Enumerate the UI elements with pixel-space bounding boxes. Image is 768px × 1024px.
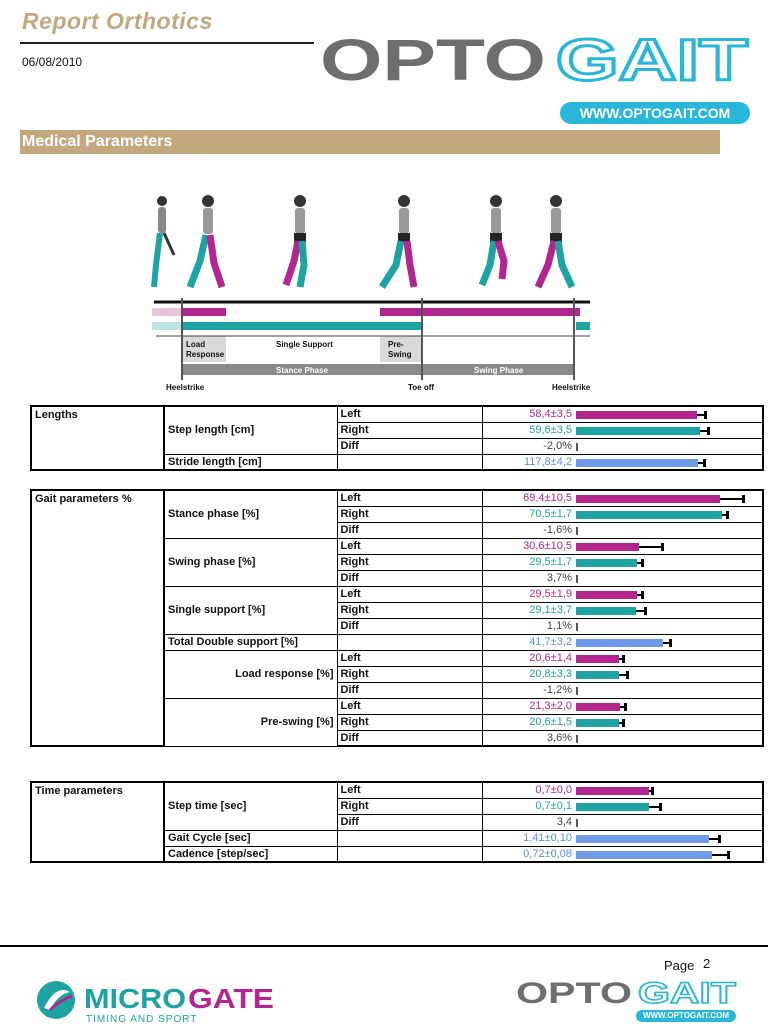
diff-bar-mark xyxy=(576,687,578,695)
side-right-label: Right xyxy=(337,798,482,814)
swing-right-value: 29,5±1,7 xyxy=(482,554,576,570)
diff-bar-mark xyxy=(576,443,578,451)
website-url-badge[interactable]: WWW.OPTOGAIT.COM xyxy=(560,102,750,124)
step-length-left-bar xyxy=(576,406,763,422)
pre-swing-right-value: 20,6±1,5 xyxy=(482,714,576,730)
swing-right-bar xyxy=(576,554,763,570)
error-cap xyxy=(661,543,664,551)
optogait-logo-gait: GAIT xyxy=(556,34,748,86)
side-left-label: Left xyxy=(337,782,482,798)
footer-website-url[interactable]: WWW.OPTOGAIT.COM xyxy=(636,1010,736,1022)
error-cap xyxy=(727,851,730,859)
load-response-right-value: 20,8±3,3 xyxy=(482,666,576,682)
title-divider xyxy=(20,42,314,44)
error-whisker xyxy=(709,838,718,840)
total-double-support-bar xyxy=(576,634,763,650)
step-time-right-bar xyxy=(576,798,763,814)
pre-swing-diff-value: 3,6% xyxy=(482,730,576,746)
load-response-left-bar xyxy=(576,650,763,666)
gait-cycle-diagram xyxy=(150,190,595,395)
optogait-footer-opto: OPTO xyxy=(516,978,632,1006)
diff-bar-mark xyxy=(576,527,578,535)
lengths-table xyxy=(30,405,764,471)
blue-bar-mark xyxy=(576,851,712,859)
time-parameters-title: Time parameters xyxy=(31,782,164,862)
side-diff-label: Diff xyxy=(337,438,482,454)
footer-divider xyxy=(0,945,768,947)
time-parameters-table xyxy=(30,781,764,863)
page-label: Page xyxy=(664,958,695,973)
blue-bar-mark xyxy=(576,459,698,467)
report-title: Report Orthotics xyxy=(22,8,213,34)
walking-figures-illustration xyxy=(154,195,572,287)
optogait-logo xyxy=(320,34,752,86)
step-time-left-value: 0,7±0,0 xyxy=(482,782,576,798)
cadence-label: Cadence [step/sec] xyxy=(164,846,337,862)
stance-left-value: 69,4±10,5 xyxy=(482,490,576,506)
gait-parameters-title: Gait parameters % xyxy=(31,490,164,746)
side-left-label: Left xyxy=(337,490,482,506)
gait-parameters-table xyxy=(30,489,764,747)
side-diff-label: Diff xyxy=(337,730,482,746)
pre-swing-diff-bar xyxy=(576,730,763,746)
blue-bar-mark xyxy=(576,835,709,843)
step-length-diff-bar xyxy=(576,438,763,454)
heelstrike-end-label: Heelstrike xyxy=(552,383,591,392)
right-bar-mark xyxy=(576,803,649,811)
step-length-diff-value: -2,0% xyxy=(482,438,576,454)
error-cap xyxy=(624,703,627,711)
stride-length-value: 117,8±4,2 xyxy=(482,454,576,470)
microgate-logo-micro: MICRO xyxy=(84,983,186,1014)
side-right-label: Right xyxy=(337,602,482,618)
gait-cycle-value: 1,41±0,10 xyxy=(482,830,576,846)
side-right-label: Right xyxy=(337,506,482,522)
error-whisker xyxy=(649,806,659,808)
gait-cycle-empty xyxy=(337,830,482,846)
left-bar-mark xyxy=(576,703,620,711)
left-bar-mark xyxy=(576,411,697,419)
pre-swing-label-1: Pre- xyxy=(388,340,404,349)
stance-diff-value: -1,6% xyxy=(482,522,576,538)
pre-swing-right-bar xyxy=(576,714,763,730)
side-left-label: Left xyxy=(337,538,482,554)
stride-length-bar xyxy=(576,454,763,470)
cadence-empty xyxy=(337,846,482,862)
step-length-left-value: 58,4±3,5 xyxy=(482,406,576,422)
error-cap xyxy=(626,671,629,679)
stance-phase-label: Stance Phase xyxy=(276,366,329,375)
load-response-diff-bar xyxy=(576,682,763,698)
total-double-support-label: Total Double support [%] xyxy=(164,634,337,650)
step-time-diff-value: 3,4 xyxy=(482,814,576,830)
step-length-label: Step length [cm] xyxy=(164,406,337,454)
left-bar-mark xyxy=(576,787,649,795)
diff-bar-mark xyxy=(576,623,578,631)
swing-left-value: 30,6±10,5 xyxy=(482,538,576,554)
toe-off-label: Toe off xyxy=(408,383,435,392)
section-title: Medical Parameters xyxy=(22,133,173,150)
error-whisker xyxy=(720,498,742,500)
right-bar-mark xyxy=(576,671,619,679)
right-bar-mark xyxy=(576,427,700,435)
error-cap xyxy=(641,591,644,599)
side-diff-label: Diff xyxy=(337,682,482,698)
left-bar-mark xyxy=(576,591,637,599)
error-whisker xyxy=(639,546,661,548)
error-cap xyxy=(704,411,707,419)
right-bar-mark xyxy=(576,719,619,727)
side-diff-label: Diff xyxy=(337,618,482,634)
swing-diff-bar xyxy=(576,570,763,586)
stance-right-bar xyxy=(576,506,763,522)
pre-swing-label: Pre-swing [%] xyxy=(164,698,337,746)
cadence-value: 0,72±0,08 xyxy=(482,846,576,862)
left-foot-contact-bar xyxy=(182,308,226,316)
microgate-logo-gate: GATE xyxy=(188,983,274,1014)
stance-right-value: 70,5±1,7 xyxy=(482,506,576,522)
report-date: 06/08/2010 xyxy=(22,55,83,69)
optogait-footer-gait: GAIT xyxy=(638,978,736,1006)
error-whisker xyxy=(636,610,644,612)
load-response-right-bar xyxy=(576,666,763,682)
error-whisker xyxy=(663,642,670,644)
pre-swing-left-value: 21,3±2,0 xyxy=(482,698,576,714)
left-bar-mark xyxy=(576,543,639,551)
side-right-label: Right xyxy=(337,554,482,570)
side-right-label: Right xyxy=(337,714,482,730)
step-time-label: Step time [sec] xyxy=(164,782,337,830)
side-diff-label: Diff xyxy=(337,570,482,586)
optogait-logo-opto: OPTO xyxy=(320,34,546,86)
stance-diff-bar xyxy=(576,522,763,538)
error-whisker xyxy=(697,414,704,416)
total-double-support-value: 41,7±3,2 xyxy=(482,634,576,650)
diff-bar-mark xyxy=(576,735,578,743)
error-cap xyxy=(651,787,654,795)
single-support-diff-bar xyxy=(576,618,763,634)
right-bar-mark xyxy=(576,559,637,567)
heelstrike-start-label: Heelstrike xyxy=(166,383,205,392)
single-support-left-bar xyxy=(576,586,763,602)
right-bar-mark xyxy=(576,607,636,615)
microgate-logo xyxy=(36,978,286,1024)
side-left-label: Left xyxy=(337,698,482,714)
step-time-left-bar xyxy=(576,782,763,798)
load-response-diff-value: -1,2% xyxy=(482,682,576,698)
swing-diff-value: 3,7% xyxy=(482,570,576,586)
side-left-label: Left xyxy=(337,650,482,666)
single-support-label: Single Support xyxy=(276,340,333,349)
diff-bar-mark xyxy=(576,819,578,827)
left-foot-contact-bar-2 xyxy=(380,308,580,316)
right-foot-contact-bar xyxy=(182,322,422,330)
step-time-diff-bar xyxy=(576,814,763,830)
error-whisker xyxy=(700,430,707,432)
single-support-diff-value: 1,1% xyxy=(482,618,576,634)
error-whisker xyxy=(712,854,727,856)
single-support-left-value: 29,5±1,9 xyxy=(482,586,576,602)
side-left-label: Left xyxy=(337,586,482,602)
load-response-label-1: Load xyxy=(186,340,206,349)
side-right-label: Right xyxy=(337,666,482,682)
step-time-right-value: 0,7±0,1 xyxy=(482,798,576,814)
swing-left-bar xyxy=(576,538,763,554)
error-cap xyxy=(707,427,710,435)
error-cap xyxy=(718,835,721,843)
gait-cycle-bar xyxy=(576,830,763,846)
side-diff-label: Diff xyxy=(337,814,482,830)
stance-phase-label: Stance phase [%] xyxy=(164,490,337,538)
swing-phase-label: Swing phase [%] xyxy=(164,538,337,586)
lengths-title: Lengths xyxy=(31,406,164,470)
stride-length-empty xyxy=(337,454,482,470)
right-bar-mark xyxy=(576,511,722,519)
error-cap xyxy=(726,511,729,519)
load-response-left-value: 20,6±1,4 xyxy=(482,650,576,666)
swing-phase-label: Swing Phase xyxy=(474,366,524,375)
error-cap xyxy=(703,459,706,467)
error-cap xyxy=(669,639,672,647)
blue-bar-mark xyxy=(576,639,663,647)
load-response-label-2: Response xyxy=(186,350,225,359)
error-whisker xyxy=(619,674,626,676)
left-bar-mark xyxy=(576,495,720,503)
error-cap xyxy=(659,803,662,811)
step-length-right-bar xyxy=(576,422,763,438)
pre-swing-label-2: Swing xyxy=(388,350,412,359)
single-support-right-value: 29,1±3,7 xyxy=(482,602,576,618)
error-cap xyxy=(742,495,745,503)
section-header xyxy=(20,130,720,154)
right-foot-contact-bar-2 xyxy=(576,322,590,330)
error-cap xyxy=(641,559,644,567)
microgate-tagline: TIMING AND SPORT xyxy=(86,1014,198,1024)
error-cap xyxy=(622,655,625,663)
page-number: 2 xyxy=(703,956,711,971)
gait-cycle-label: Gait Cycle [sec] xyxy=(164,830,337,846)
stance-left-bar xyxy=(576,490,763,506)
load-response-label: Load response [%] xyxy=(164,650,337,698)
stride-length-label: Stride length [cm] xyxy=(164,454,337,470)
cadence-bar xyxy=(576,846,763,862)
pre-swing-left-bar xyxy=(576,698,763,714)
single-support-label: Single support [%] xyxy=(164,586,337,634)
left-bar-mark xyxy=(576,655,619,663)
error-cap xyxy=(644,607,647,615)
side-left-label: Left xyxy=(337,406,482,422)
optogait-footer-logo xyxy=(516,978,738,1006)
total-double-support-empty xyxy=(337,634,482,650)
side-right-label: Right xyxy=(337,422,482,438)
side-diff-label: Diff xyxy=(337,522,482,538)
step-length-right-value: 59,6±3,5 xyxy=(482,422,576,438)
single-support-right-bar xyxy=(576,602,763,618)
diff-bar-mark xyxy=(576,575,578,583)
error-cap xyxy=(622,719,625,727)
